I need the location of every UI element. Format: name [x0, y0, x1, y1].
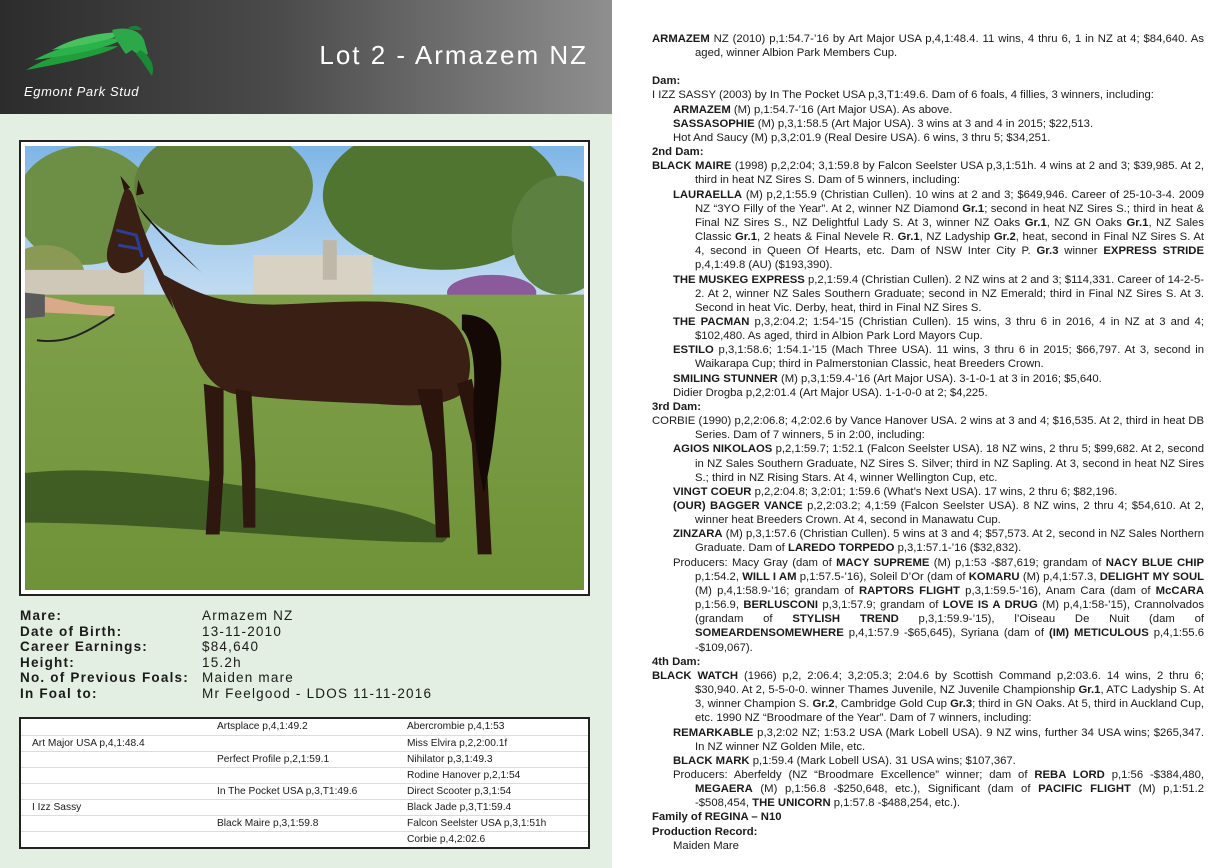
dam-progeny-item [652, 103, 1204, 117]
producers-text: Producers: Aberfeldy (NZ “Broodmare Excellence” winner; dam of [673, 768, 1035, 781]
progeny-smiling [652, 372, 1204, 386]
pedigree-row [21, 767, 588, 783]
pedigree-row [21, 783, 588, 799]
pedigree-cell [21, 831, 211, 847]
producers-text: p,1:56.9, [695, 599, 744, 612]
producers-text: p,4,1:55.6 -$109,067). [695, 627, 1205, 654]
dam3-line: CORBIE (1990) p,2,2:06.8; 4,2:02.6 by Vance Hanover USA. 2 wins at 3 and 4; $16,535. At 2, third in heat DB Series. Dam of 7 winners, 5 in 2:00, including: [652, 415, 1204, 442]
progeny-blackmark [652, 754, 1204, 768]
grade-label: Gr.2 [993, 231, 1016, 244]
dam2-heading: 2nd Dam: [652, 146, 704, 159]
pedigree-cell [21, 751, 211, 767]
progeny-name: (OUR) BAGGER VANCE [673, 500, 803, 512]
producers-text: (M) p,1:56.8 -$250,648, etc.), Significant (dam of [752, 783, 1039, 796]
dam4-text: (1966) p,2, 2:06.4; 3,2:05.3; 2:04.6 by Scottish Command p,2:03.6. 14 wins, 2 thru 6; $30,940. At 2, 5-5-0-0. winner Thames Juvenile, NZ Juvenile Championship [695, 669, 1204, 697]
progeny-name: KOMARU [968, 570, 1020, 583]
producers-corbie [652, 556, 1204, 655]
progeny-text: Hot And Saucy (M) p,3,2:01.9 (Real Desire USA). 6 wins, 3 thru 5; $34,251. [673, 131, 1051, 144]
progeny-name: MEGAERA [695, 783, 753, 796]
horse-photo [25, 146, 584, 590]
producers-text: (M) p,4,1:58-’15), Crannolvados (grandam of [695, 599, 1205, 626]
info-value: Maiden mare [202, 670, 294, 686]
progeny-name: ZINZARA [673, 528, 723, 541]
pedigree-cell [21, 783, 211, 799]
horse-intro [652, 32, 1204, 60]
progeny-text: (M) p,3,1:57.6 (Christian Cullen). 5 wins at 3 and 4; $57,573. At 2, second in NZ Sales Northern Graduate. Dam of [695, 528, 1204, 555]
progeny-text: , heat, second in Final NZ Sires S. At 4, second in Queen Of Hearts, etc. Dam of NSW Inter City P. [695, 231, 1204, 258]
pedigree-cell [211, 767, 401, 783]
mare-info-row [20, 655, 600, 671]
progeny-remarkable [652, 726, 1204, 754]
progeny-pacman [652, 315, 1204, 343]
progeny-name: REBA LORD [1034, 768, 1105, 781]
info-value: Mr Feelgood - LDOS 11-11-2016 [202, 685, 433, 701]
grade-label: Gr.3 [950, 698, 973, 711]
progeny-name: ESTILO [673, 344, 714, 357]
dam4-heading: 4th Dam: [652, 655, 701, 668]
progeny-zinzara [652, 527, 1204, 555]
horse-name: ARMAZEM [652, 33, 710, 45]
progeny-text: (M) p,3,1:59.4-’16 (Art Major USA). 3-1-0-1 at 3 in 2016; $5,640. [777, 372, 1102, 385]
header-banner [0, 0, 612, 114]
progeny-name: EXPRESS STRIDE [1103, 245, 1204, 258]
progeny-name: LAURAELLA [673, 188, 743, 201]
pedigree-cell: In The Pocket USA p,3,T1:49.6 [211, 783, 401, 799]
horse-intro-text: NZ (2010) p,1:54.7-’16 by Art Major USA p,4,1:48.4. 11 wins, 4 thru 6, 1 in NZ at 4; $84,640. As aged, winner Albion Park Members Cup. [695, 33, 1204, 60]
grade-label: Gr.1 [1024, 216, 1047, 229]
grade-label: Gr.1 [897, 231, 920, 244]
info-label: Career Earnings: [20, 639, 148, 655]
dam4-text: , ATC Ladyship S. At 3, winner Champion S. [695, 684, 1204, 711]
info-value: Armazem NZ [202, 608, 294, 623]
producers-text: p,1:57.8 -$488,254, etc.). [830, 797, 960, 810]
dam-progeny-item [652, 131, 1204, 145]
dam4-line [652, 669, 1204, 726]
left-page [0, 0, 612, 868]
pedigree-row [21, 815, 588, 831]
mare-info-row [20, 639, 600, 655]
dam-progeny-item [652, 117, 1204, 131]
info-label: No. of Previous Foals: [20, 670, 189, 686]
pedigree-cell: Falcon Seelster USA p,3,1:51h [401, 815, 588, 831]
progeny-text: p,2,1:59.4 (Christian Cullen). 2 NZ wins at 2 and 3; $114,331. Career of 14-2-5-2. At 2, winner NZ Sales Southern Graduate; second in NZ Emerald; third in Final NZ Sires S. At 3. Second in heat Vic. Derby, heat, third in Final NZ Sires S. [695, 273, 1204, 314]
info-label: Mare: [20, 608, 63, 623]
stud-name: Egmont Park Stud [24, 84, 140, 99]
pedigree-cell: Corbie p,4,2:02.6 [407, 833, 486, 845]
progeny-name: THE MUSKEG EXPRESS [673, 273, 805, 286]
progeny-name: SASSASOPHIE [673, 117, 755, 130]
mare-info-row [20, 624, 600, 640]
grade-label: Gr.2 [812, 698, 835, 711]
lot-title: Lot 2 - Armazem NZ [319, 40, 588, 70]
progeny-name: SMILING STUNNER [673, 372, 778, 385]
pedigree-row [21, 799, 588, 815]
progeny-name: THE UNICORN [752, 797, 831, 810]
progeny-text: p,4,1:49.8 (AU) ($193,390). [695, 259, 833, 272]
family-line: Family of REGINA – N10 [652, 811, 782, 824]
producers-text: Producers: Macy Gray (dam of [673, 556, 837, 569]
catalogue-text [652, 32, 1204, 853]
grade-label: Gr.1 [962, 202, 985, 215]
info-label: Height: [20, 654, 75, 670]
progeny-text: p,2,2:03.2; 4,1:59 (Falcon Seelster USA). 8 NZ wins, 2 thru 4; $54,610. At 2, winner heat Breeders Crown. At 4, second in Manawatu Cup. [695, 500, 1204, 527]
progeny-text: (M) p,3,1:58.5 (Art Major USA). 3 wins at 3 and 4 in 2015; $22,513. [754, 117, 1094, 130]
progeny-vingt [652, 485, 1204, 499]
pedigree-cell: Nihilator p,3,1:49.3 [401, 751, 588, 767]
dam-line: I IZZ SASSY (2003) by In The Pocket USA p,3,T1:49.6. Dam of 6 foals, 4 fillies, 3 winners, including: [652, 89, 1154, 102]
progeny-text: (M) p,2,1:55.9 (Christian Cullen). 10 wins at 2 and 3; $649,946. Career of 25-10-3-4. 2009 NZ “3YO Filly of the Year”. At 2, winner NZ Diamond [695, 188, 1204, 215]
mare-info-row [20, 670, 600, 686]
dam-heading: Dam: [652, 75, 681, 88]
pedigree-cell: Perfect Profile p,2,1:59.1 [211, 751, 401, 767]
production-value: Maiden Mare [673, 839, 739, 852]
info-value: 15.2h [202, 654, 242, 670]
pedigree-cell: Black Maire p,3,1:59.8 [211, 815, 401, 831]
progeny-didier: Didier Drogba p,2,2:01.4 (Art Major USA). 1-1-0-0 at 2; $4,225. [673, 386, 988, 399]
progeny-text: p,3,1:57.1-’16 ($32,832). [894, 542, 1022, 555]
pedigree-cell [21, 815, 211, 831]
progeny-text: , 2 heats & Final Nevele R. [756, 231, 898, 244]
progeny-estilo [652, 343, 1204, 371]
info-value: $84,640 [202, 639, 260, 655]
progeny-name: NACY BLUE CHIP [1105, 556, 1205, 569]
progeny-name: RAPTORS FLIGHT [858, 584, 960, 597]
dam2-name: BLACK MAIRE [652, 160, 732, 173]
dam2-line [652, 159, 1204, 187]
progeny-text: , NZ Sales Classic [695, 216, 1204, 244]
progeny-text: p,2,1:59.7; 1:52.1 (Falcon Seelster USA). 18 NZ wins, 2 thru 5; $99,682. At 2, second in NZ Sales Southern Graduate, NZ Sires S. Silver; third in NZ Sapling. At 3, second in heat NZ Sires S.; third in NZ Rising Stars. At 4, winner Wellington Cup, etc. [695, 443, 1204, 484]
pedigree-row [21, 831, 588, 847]
producers-text: p,3,1:57.9; grandam of [818, 599, 943, 612]
pedigree-row [21, 719, 588, 735]
pedigree-row [21, 735, 588, 751]
progeny-text: p,1:59.4 (Mark Lobell USA). 31 USA wins; $107,367. [749, 754, 1016, 767]
progeny-text: p,3,2:02 NZ; 1:53.2 USA (Mark Lobell USA). 9 NZ wins, further 34 USA wins; $265,347. In NZ winner NZ Golden Mile, etc. [695, 726, 1204, 753]
pedigree-table [19, 717, 590, 849]
progeny-name: REMARKABLE [673, 726, 754, 739]
pedigree-cell: Black Jade p,3,T1:59.4 [401, 799, 588, 815]
producers-text: p,3,1:59.9-’15), l’Oiseau De Nuit (dam of [898, 613, 1204, 626]
mare-info-row [20, 686, 600, 702]
producers-text: p,1:54.2, [695, 570, 743, 583]
progeny-lauraella [652, 188, 1204, 273]
pedigree-cell [211, 831, 401, 847]
progeny-name: DELIGHT MY SOUL [1099, 570, 1205, 583]
grade-label: Gr.1 [735, 231, 757, 244]
mare-info-row [20, 608, 600, 624]
grade-label: Gr.3 [1036, 245, 1059, 258]
right-page [612, 0, 1228, 868]
progeny-name: VINGT COEUR [673, 485, 752, 498]
pedigree-cell [211, 799, 401, 815]
pedigree-row [21, 751, 588, 767]
progeny-name: PACIFIC FLIGHT [1038, 783, 1131, 796]
dam2-text: (1998) p,2,2:04; 3,1:59.8 by Falcon Seelster USA p,3,1:51h. 4 wins at 2 and 3; $39,985. At 2, third in heat NZ Sires S. Dam of 5 winners, including: [695, 160, 1204, 187]
progeny-text: p,3,1:58.6; 1:54.1-’15 (Mach Three USA). 11 wins, 3 thru 6 in 2015; $66,797. At 3, second in Waikarapa Cup; third in Palmerstonian Classic, heat Breeders Crown. [695, 344, 1204, 371]
progeny-text: ; second in heat NZ Sires S.; third in heat & Final NZ Sires S., NZ Delightful Lady S. At 3, winner NZ Oaks [695, 202, 1204, 229]
progeny-name: AGIOS NIKOLAOS [673, 443, 773, 456]
producers-text: p,1:57.5-’16), Soleil D’Or (dam of [796, 570, 969, 583]
progeny-name: BLACK MARK [673, 754, 750, 767]
progeny-text: winner [1058, 245, 1104, 258]
producers-text: (M) p,1:53 -$87,619; grandam of [929, 556, 1106, 569]
production-heading: Production Record: [652, 825, 758, 838]
progeny-name: (IM) METICULOUS [1048, 627, 1149, 640]
horse-head-logo-icon [22, 24, 162, 84]
producers-blackwatch [652, 768, 1204, 810]
progeny-name: STYLISH TREND [792, 613, 899, 626]
producers-text: (M) p,4,1:58.9-’16; grandam of [695, 584, 859, 597]
pedigree-cell [211, 735, 401, 751]
progeny-bagger [652, 499, 1204, 527]
info-value: 13-11-2010 [202, 623, 283, 639]
progeny-muskeg [652, 273, 1204, 315]
grade-label: Gr.1 [1126, 216, 1149, 229]
progeny-agios [652, 442, 1204, 484]
info-label: Date of Birth: [20, 623, 123, 639]
progeny-name: SOMEARDENSOMEWHERE [695, 627, 844, 640]
pedigree-cell: Artsplace p,4,1:49.2 [211, 719, 401, 735]
progeny-name: LOVE IS A DRUG [942, 599, 1038, 612]
progeny-text: , NZ GN Oaks [1046, 216, 1127, 229]
producers-text: p,1:56 -$384,480, [1104, 768, 1204, 781]
progeny-text: p,2,2:04.8; 3,2:01; 1:59.6 (What’s Next USA). 17 wins, 2 thru 6; $82,196. [751, 485, 1118, 498]
mare-info-list [20, 608, 600, 702]
progeny-name: LAREDO TORPEDO [787, 542, 895, 555]
dam3-heading: 3rd Dam: [652, 400, 701, 413]
dam4-name: BLACK WATCH [652, 669, 739, 682]
pedigree-cell: Rodine Hanover p,2,1:54 [401, 767, 588, 783]
producers-text: p,4,1:57.9 -$65,645), Syriana (dam of [843, 627, 1049, 640]
progeny-text: p,3,2:04.2; 1:54-’15 (Christian Cullen). 15 wins, 3 thru 6 in 2016, 4 in NZ at 3 and 4; $102,480. As aged, third in Albion Park Lord Mayors Cup. [695, 315, 1204, 343]
info-label: In Foal to: [20, 685, 98, 701]
dam4-text: , Cambridge Gold Cup [834, 698, 951, 711]
progeny-text: , NZ Ladyship [919, 231, 994, 244]
grade-label: Gr.1 [1078, 684, 1101, 697]
pedigree-cell: Direct Scooter p,3,1:54 [401, 783, 588, 799]
pedigree-cell: I Izz Sassy [21, 799, 211, 815]
progeny-name: BERLUSCONI [743, 599, 818, 612]
producers-text: (M) p,1:51.2 -$508,454, [695, 783, 1204, 810]
producers-text: p,3,1:59.5-’16), Anam Cara (dam of [959, 584, 1156, 597]
progeny-name: MACY SUPREME [836, 556, 930, 569]
dam4-text: ; third in GN Oaks. At 5, third in Auckland Cup, etc. 1990 NZ “Broodmare of the Year”. Dam of 7 winners, including: [695, 698, 1205, 725]
progeny-name: ARMAZEM [673, 103, 731, 116]
horse-photo-frame [19, 140, 590, 596]
pedigree-cell: Abercrombie p,4,1:53 [401, 719, 588, 735]
progeny-text: (M) p,1:54.7-’16 (Art Major USA). As above. [730, 103, 953, 116]
pedigree-body [21, 719, 588, 847]
pedigree-cell: Miss Elvira p,2,2:00.1f [401, 735, 588, 751]
progeny-name: McCARA [1155, 584, 1204, 597]
progeny-name: THE PACMAN [673, 315, 750, 328]
producers-text: (M) p,4,1:57.3, [1019, 570, 1100, 583]
pedigree-cell [21, 767, 211, 783]
pedigree-cell: Art Major USA p,4,1:48.4 [21, 735, 211, 751]
pedigree-cell [21, 719, 211, 735]
progeny-name: WILL I AM [742, 570, 797, 583]
